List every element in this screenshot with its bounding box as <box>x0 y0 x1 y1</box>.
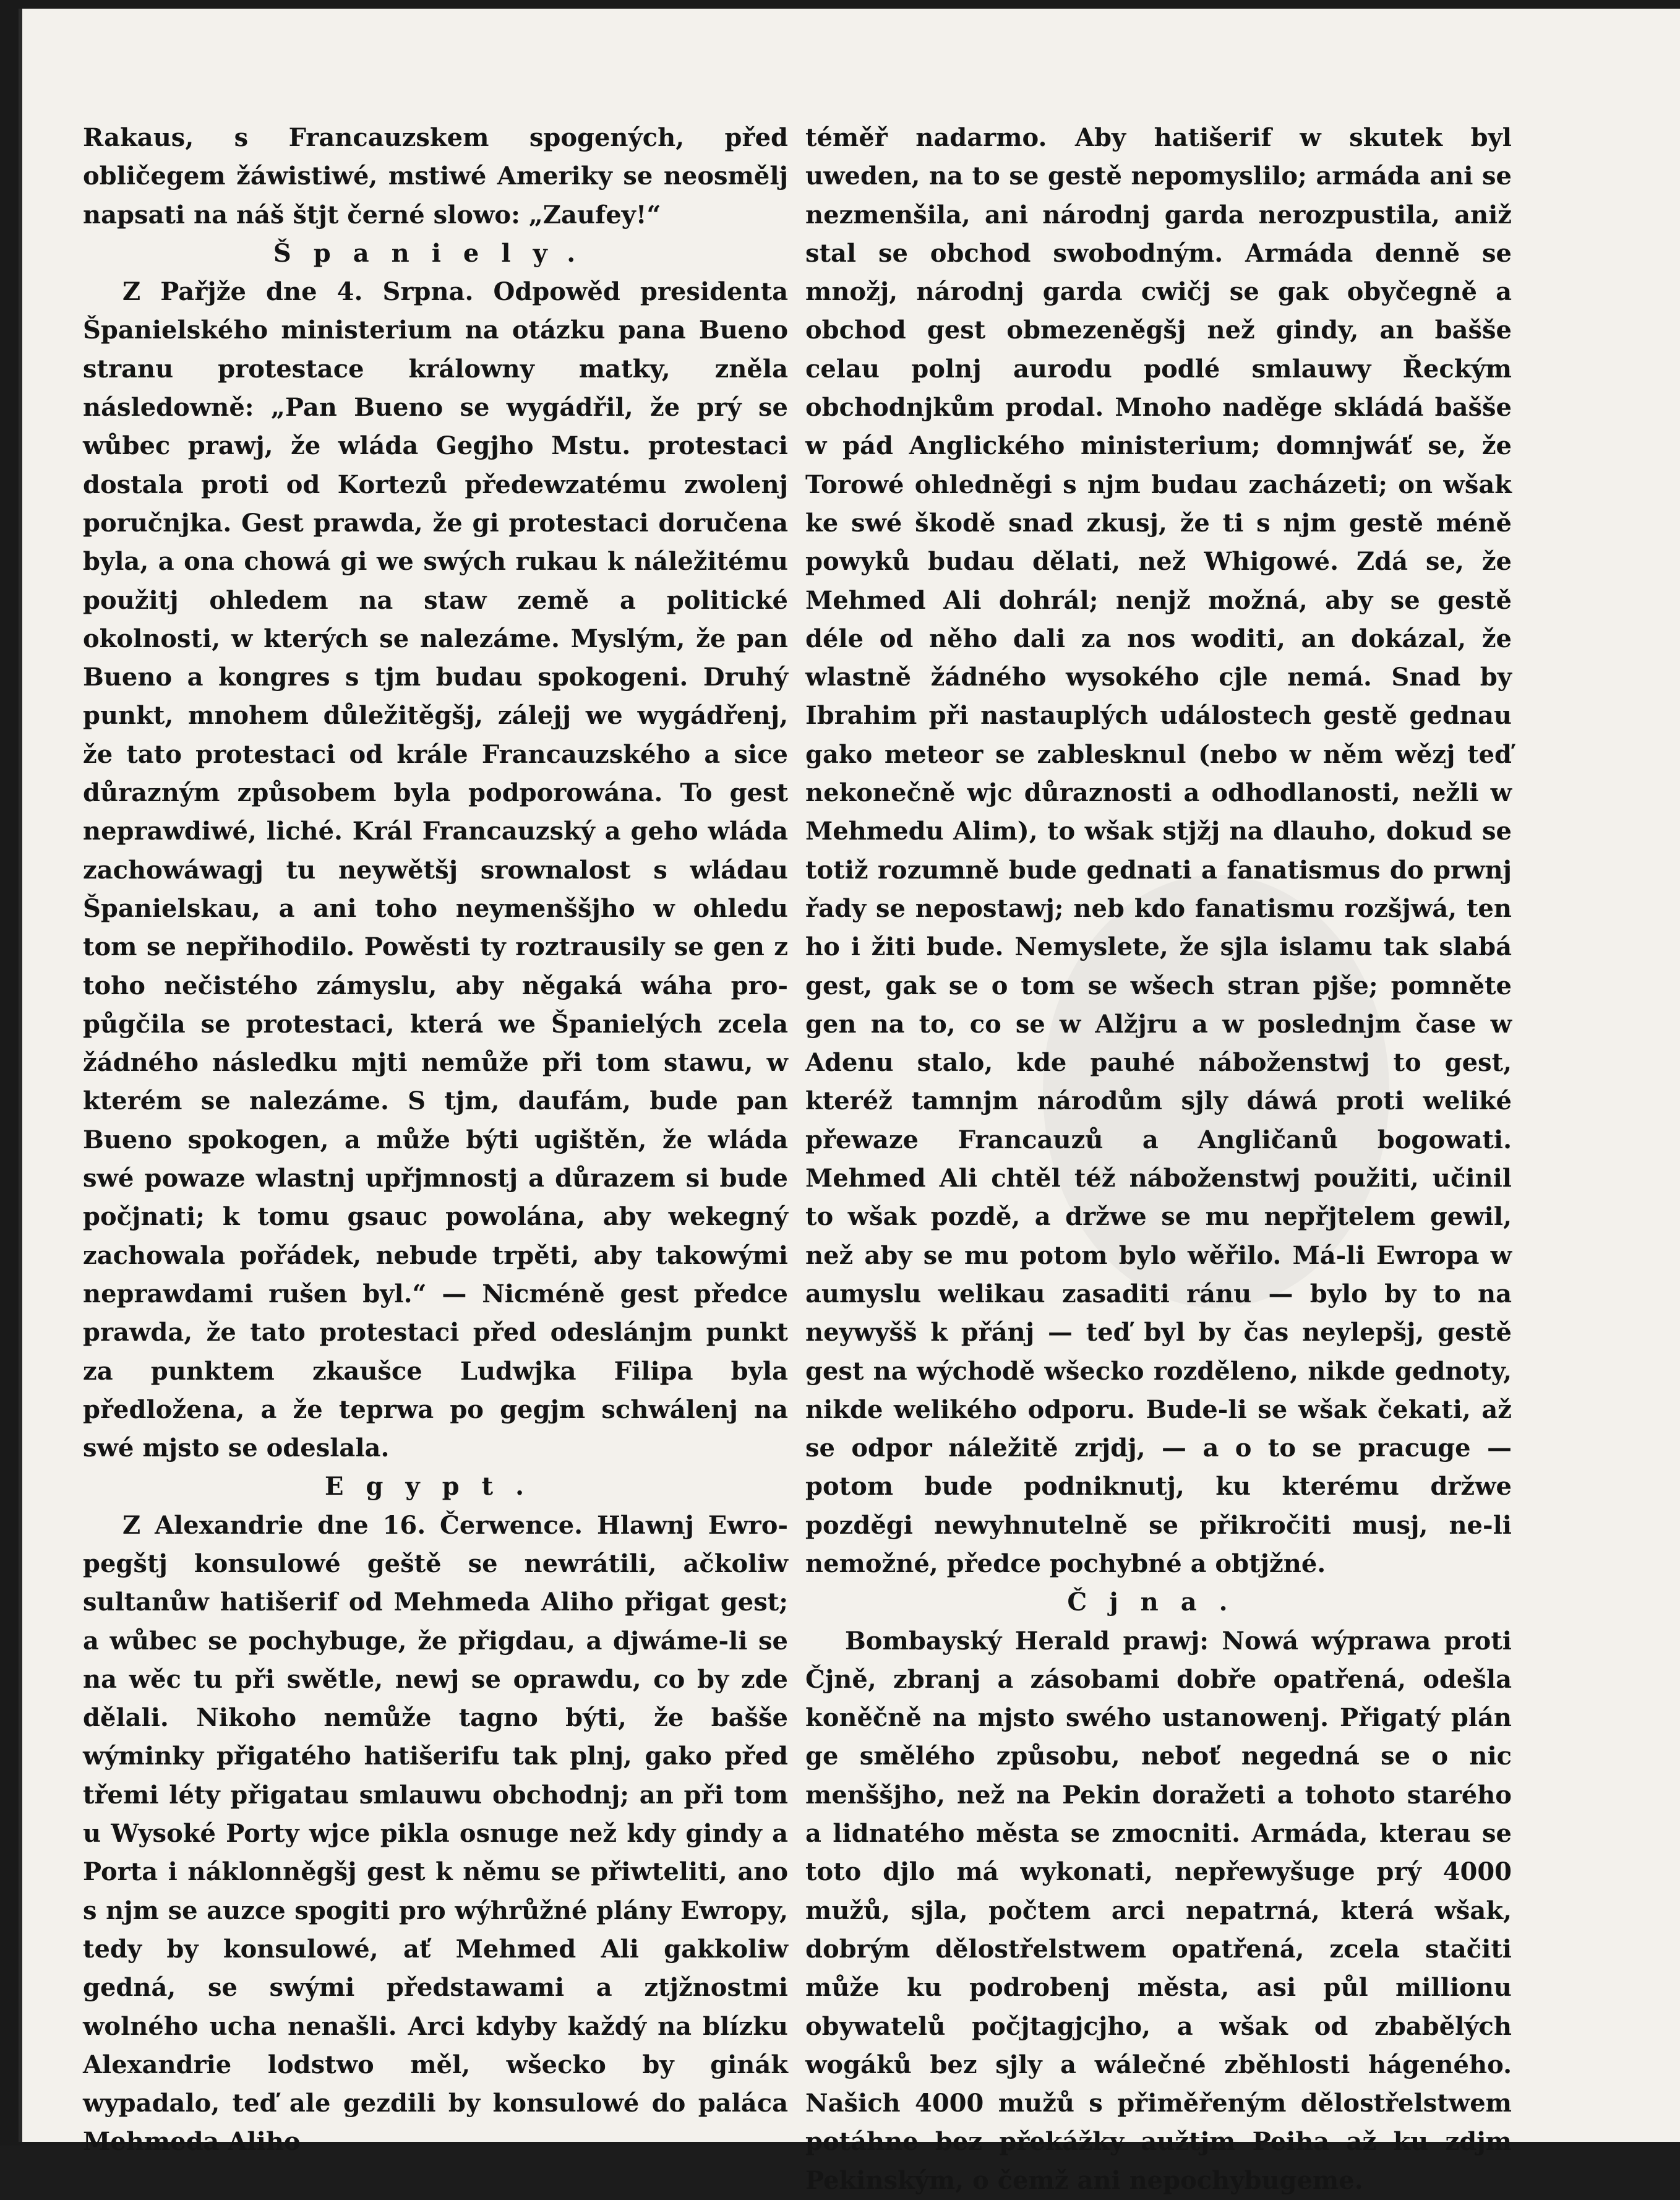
article-alexandria: Z Alexandrie dne 16. Čerwence. Hlawnj Ewropegštj konsulowé geště se newrátili, ačkoliw sultanůw hatišerif od Mehmeda Aliho přigat gest; a wůbec se pochybuge, že přigdau, a djwáme-li se na wěc tu při swětle, newj se oprawdu, co by zde dělali. Nikoho nemůže tagno býti, že bašše wýminky přigatého hatišerifu tak plnj, gako před třemi léty přigatau smlauwu obchodnj; an při tom u Wysoké Porty wjce pikla osnuge než kdy gindy a Porta i náklonněgšj gest k němu se přiwteliti, ano s njm se auzce spogiti pro wýhrůžné plány Ewropy, tedy by konsulowé, ať Mehmed Ali gakkoliw gedná, se swými předstawami a ztjžnostmi wolného ucha nenašli. Arci kdyby každý na blízku Alexandrie lodstwo měl, wšecko by ginák wypadalo, teď ale gezdili by konsulowé do paláca Mehmeda Aliho <box>83 1510 788 2157</box>
section-heading-spain: Španiely. <box>273 238 598 268</box>
right-column <box>805 119 1512 2200</box>
newspaper-page <box>19 9 1680 2195</box>
article-bombay-herald: Bombayský Herald prawj: Nowá wýprawa proti Čjně, zbranj a zásobami dobře opatřená, odešla koněčně na mjsto swého ustanowenj. Přigatý plán ge smělého způsobu, neboť negedná se o nic menššjho, než na Pekin doražeti a tohoto starého a lidnatého města se zmocniti. Armáda, kterau se toto djlo má wykonati, nepřewyšuge prý 4000 mužů, sjla, počtem arci nepatrná, která wšak, dobrým dělostřelstwem opatřená, zcela stačiti může ku podrobenj města, asi půl millionu obywatelů počjtagjcjho, a wšak od zbabělých wogáků bez sjly a wálečné zběhlosti hágeného. Našich 4000 mužů s přiměřeným dělostřelstwem potáhne bez překážky aužtjm Peiha až ku zdjm Pekinským, o čemž ani nepochybugeme. <box>805 1626 1512 2195</box>
left-column <box>83 119 788 2162</box>
section-heading-china: Čjna. <box>1067 1588 1250 1617</box>
article-alexandria-continued: téměř nadarmo. Aby hatišerif w skutek byl uweden, na to se gestě nepomyslilo; armáda ani se nezmenšila, ani národnj garda nerozpustila, aniž stal se obchod swobodným. Armáda denně se množj, národnj garda cwičj se gak obyčegně a obchod gest obmezeněgšj než gindy, an bašše celau polnj aurodu podlé smlauwy Řeckým obchodnjkům prodal. Mnoho naděge skládá bašše w pád Anglického ministerium; domnjwáť se, že Torowé ohledněgi s njm budau zacházeti; on wšak ke swé škodě snad zkusj, že ti s njm gestě méně powyků budau dělati, než Whigowé. Zdá se, že Mehmed Ali dohrál; nenjž možná, aby se gestě déle od něho dali za nos woditi, an dokázal, že wlastně žádného wysokého cjle nemá. Snad by Ibrahim při nastauplých událostech gestě gednau gako meteor se zablesknul (nebo w něm wězj teď nekonečně wjc důraznosti a odhodlanosti, nežli w Mehmedu Alim), to wšak stjžj na dlauho, dokud se totiž rozumně bude gednati a fanatismus do prwnj řady se nepostawj; neb kdo fanatismu rozšjwá, ten ho i žiti bude. Nemyslete, že sjla islamu tak slabá gest, gak se o tom se wšech stran pjše; pomněte gen na to, co se w Alžjru a w poslednjm čase w Adenu stalo, kde pauhé náboženstwj to gest, kteréž tamnjm národům sjly dáwá proti weliké přewaze Francauzů a Angličanů bogowati. Mehmed Ali chtěl též náboženstwj použiti, učinil to wšak pozdě, a držwe se mu nepřjtelem gewil, než aby se mu potom bylo wěřilo. Má-li Ewropa w aumyslu welikau zasaditi ránu — bylo by to na neywyšš k přánj — teď byl by čas neylepšj, gestě gest na wýchodě wšecko rozděleno, nikde gednoty, nikde welikého odporu. Bude-li se wšak čekati, až se odpor náležitě zrjdj, — a o to se pracuge — potom bude podniknutj, ku kterému držwe pozděgi newyhnutelně se přikročiti musj, ne-li nemožné, předce pochybné a obtjžné. <box>805 123 1512 1578</box>
section-heading-egypt: Egypt. <box>324 1472 547 1502</box>
paragraph-continuation: Rakaus, s Francauzskem spogených, před obličegem žáwistiwé, mstiwé Ameriky se neosmělj napsati na náš štjt černé slowo: „Zaufey!“ <box>83 123 788 230</box>
article-paris: Z Pařjže dne 4. Srpna. Odpowěd presidenta Španielského ministerium na otázku pana Bueno stranu protestace králowny matky, zněla následowně: „Pan Bueno se wygádřil, že prý se wůbec prawj, že wláda Gegjho Mstu. protestaci dostala proti od Kortezů předewzatému zwolenj poručnjka. Gest prawda, že gi protestaci doručena byla, a ona chowá gi we swých rukau k náležitému použitj ohledem na staw země a politické okolnosti, w kterých se nalezáme. Myslým, že pan Bueno a kongres s tjm budau spokogeni. Druhý punkt, mnohem důležitěgšj, zálejj we wygádřenj, že tato protestaci od krále Francauzského a sice důrazným způsobem byla podporowána. To gest neprawdiwé, liché. Král Francauzský a geho wláda zachowáwagj tu neywětšj srownalost s wládau Španielskau, a ani toho neymenššjho w ohledu tom se nepřihodilo. Powěsti ty roztrausily se gen z toho nečistého zámyslu, aby něgaká wáha propůgčila se protestaci, která we Španielých zcela žádného následku mjti nemůže při tom stawu, w kterém se nalezáme. S tjm, daufám, bude pan Bueno spokogen, a může býti ugištěn, že wláda swé powaze wlastnj upřjmnostj a důrazem si bude počjnati; k tomu gsauc powolána, aby wekegný zachowala pořádek, nebude trpěti, aby takowými neprawdami rušen byl.“ — Nicméně gest předce prawda, že tato protestaci před odeslánjm punkt za punktem zkaušce Ludwjka Filipa byla předložena, a že teprwa po gegjm schwálenj na swé mjsto se odeslala. <box>83 277 788 1463</box>
